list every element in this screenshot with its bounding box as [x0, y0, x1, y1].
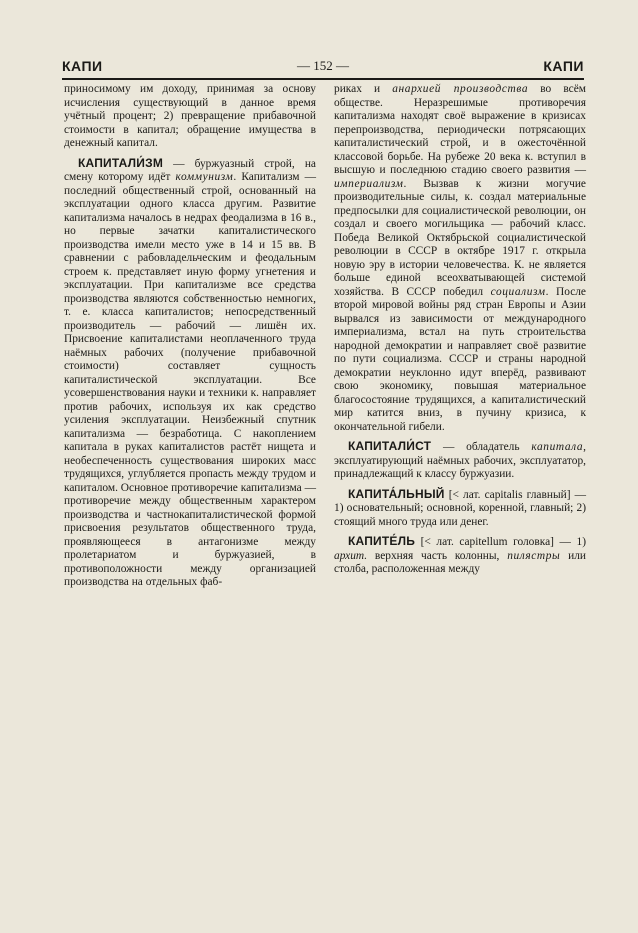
entry-headword: КАПИТАЛИ́СТ — [348, 439, 432, 453]
entry-text: . Вызвав к жизни могучие производительные силы, к. создал материальные предпосылки для социалистической революции, он создал и своего могильщика — рабочий класс. Победа Великой Октябрьской социалистической революции в СССР в октябре 1917 г. открыла новую эру в истории человечества. К. не является больше единой всеохватывающей системой хозяйства. В СССР победил — [334, 177, 586, 298]
header-rule — [62, 78, 584, 80]
entry-kapitalny — [334, 488, 586, 530]
entry-text: [< лат. capitellum головка] — 1) — [415, 536, 586, 548]
entry-text: , эксплуатирующий наёмных рабочих, эксплуататор, принадлежащий к классу буржуазии. — [334, 441, 586, 480]
entry-text: или столба, расположенная между — [334, 549, 586, 575]
entry-text: — обладатель — [431, 441, 532, 453]
cross-reference: социализм — [490, 285, 546, 298]
entry-text: во всём обществе. Неразрешимые противоречия капитализма находят своё выражение в кризисах перепроизводства, периодически потрясающих капиталистический строй, и в ожесточённой классовой борьбе. На рубеже 20 века к. вступил в высшую и последнюю стадию своего развития — — [334, 83, 586, 176]
entry-text: . После второй мировой войны ряд стран Европы и Азии вырвался из зависимости от международного империализма, встал на путь строительства народной демократии и направляет своё развитие по пути социализма. СССР и страны народной демократии неуклонно идут вперёд, развивают свою экономику, повышая материальное благосостояние трудящихся, а капиталистический мир катится вниз, в пучину кризиса, к окончательной гибели. — [334, 285, 586, 433]
cross-reference: коммунизм — [175, 171, 234, 183]
entry-kapitalizm — [64, 157, 316, 590]
abbreviation: архит. — [334, 549, 368, 562]
entry-kapitel — [334, 535, 586, 577]
entry-kapitalist — [334, 440, 586, 482]
entry-text: — буржуазный строй, на смену которому идёт — [64, 157, 316, 183]
entry-headword: КАПИТА́ЛЬНЫЙ — [348, 486, 445, 501]
left-column — [64, 83, 316, 590]
cross-reference: анархией производства — [392, 83, 529, 95]
entry-headword: КАПИТЕ́ЛЬ — [348, 534, 416, 548]
entry-text: . Капитализм — последний общественный строй, основанный на эксплуатации одного класса другим. Развитие капитализма началось в недрах феодализма в 16 в., но первые зачатки капиталистического производства имели место уже в 14 и 15 вв. В сравнении с рабовладельческим и феодальным строем к. представляет иную форму угнетения и эксплуатации. При капитализме все средства производства являются собственностью немногих, т. е. класса капиталистов; непосредственный производитель — рабочий — лишён их. Присвоение капиталистами неоплаченного труда наёмных рабочих (получение прибавочной стоимости) составляет сущность капиталистической эксплуатации. Все усовершенствования науки и техники к. направляет против рабочих, используя их как средство усиления эксплуатации. Неизбежный спутник капитализма — безработица. С накоплением капитала в руках капиталистов растёт нищета и необеспеченность существования широких масс трудящихся, углубляется пропасть между трудом и капиталом. Основное противоречие капитализма — противоречие между общественным характером производства и частнокапиталистической формой присвоения результатов общественного труда, проявляющееся в антагонизме между пролетариатом и буржуазией, в противоположности между организацией производства на отдельных фаб- — [64, 171, 317, 588]
cross-reference: капитала — [531, 441, 584, 453]
page-number: — 152 — — [297, 58, 349, 73]
entry-text: риках и — [334, 83, 393, 95]
header-left-word: КАПИ — [62, 58, 103, 74]
entry-text: [< лат. capitalis главный] — 1) основательный; основной, коренной, главный; 2) стоящий много труда или денег. — [334, 488, 586, 528]
entry-headword: КАПИТАЛИ́ЗМ — [78, 155, 164, 170]
cross-reference: империализм — [334, 177, 404, 190]
continued-entry-text: приносимому им доходу, принимая за основу исчисления существующий в данное время учётный процент; 2) превращение прибавочной стоимости в капитал; обращение имущества в денежный капитал. — [64, 83, 316, 149]
right-column — [334, 83, 586, 577]
cross-reference: пилястры — [507, 549, 561, 562]
running-header — [62, 58, 584, 78]
continued-entry-kapitalizm — [334, 83, 586, 434]
entry-text: верхняя часть колонны, — [367, 549, 508, 562]
header-right-word: КАПИ — [543, 58, 584, 74]
